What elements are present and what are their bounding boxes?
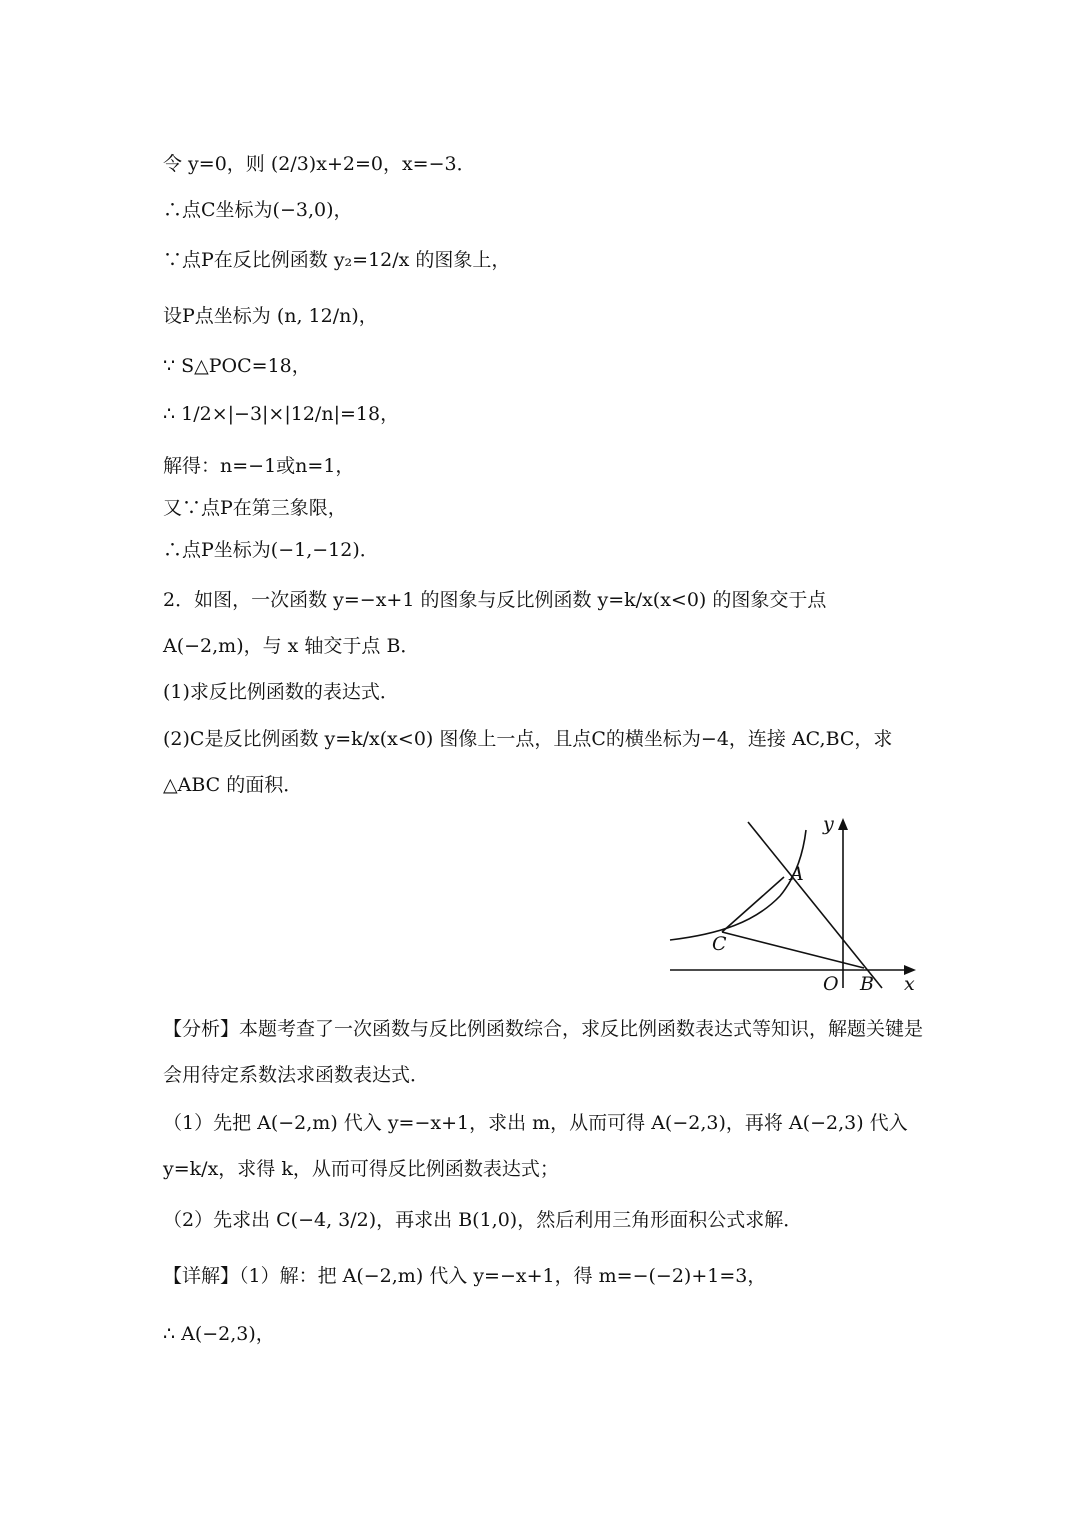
y-axis-arrow-icon [838, 818, 848, 830]
problem-statement: 2．如图，一次函数 y=−x+1 的图象与反比例函数 y=k/x(x<0) 的图象交于点 A(−2,m)，与 x 轴交于点 B． [163, 589, 827, 657]
step-line-3: ∵点P在反比例函数 y₂=12/x 的图象上， [163, 249, 511, 271]
label-c: C [712, 933, 727, 955]
step-line-4: 设P点坐标为 (n, 12/n)， [163, 305, 378, 327]
function-graph [660, 810, 930, 1000]
step-line-1: 令 y=0，则 (2/3)x+2=0，x=−3． [163, 153, 476, 175]
step-line-2: ∴点C坐标为(−3,0)， [163, 199, 353, 221]
label-y: y [823, 813, 834, 835]
analysis-paragraph: 【分析】本题考查了一次函数与反比例函数综合，求反比例函数表达式等知识，解题关键是会用待定系数法求函数表达式． [163, 1018, 924, 1086]
label-b: B [860, 973, 874, 995]
linear-function-line [748, 822, 882, 988]
step-line-5: ∵ S△POC=18， [163, 355, 311, 377]
question-1: (1)求反比例函数的表达式． [163, 681, 399, 703]
step-line-8: 又∵点P在第三象限， [163, 497, 347, 519]
hyperbola-curve [670, 830, 806, 940]
step-line-7: 解得：n=−1或n=1， [163, 455, 355, 477]
segment-ac [722, 877, 784, 932]
label-o: O [823, 973, 839, 995]
label-x: x [904, 973, 915, 995]
analysis-step-2: （2）先求出 C(−4, 3/2)，再求出 B(1,0)，然后利用三角形面积公式求解． [163, 1209, 803, 1231]
label-a: A [790, 863, 804, 885]
question-2: (2)C是反比例函数 y=k/x(x<0) 图像上一点，且点C的横坐标为−4，连接 AC,BC，求△ABC 的面积． [163, 728, 893, 796]
analysis-step-1: （1）先把 A(−2,m) 代入 y=−x+1，求出 m，从而可得 A(−2,3)，再将 A(−2,3) 代入 y=k/x，求得 k，从而可得反比例函数表达式； [163, 1112, 908, 1180]
step-line-6: ∴ 1/2×|−3|×|12/n|=18， [163, 403, 400, 425]
detail-step-1: 【详解】（1）解：把 A(−2,m) 代入 y=−x+1，得 m=−(−2)+1=3， [163, 1265, 767, 1287]
step-line-9: ∴点P坐标为(−1,−12)． [163, 539, 379, 561]
detail-step-2: ∴ A(−2,3)， [163, 1323, 275, 1345]
